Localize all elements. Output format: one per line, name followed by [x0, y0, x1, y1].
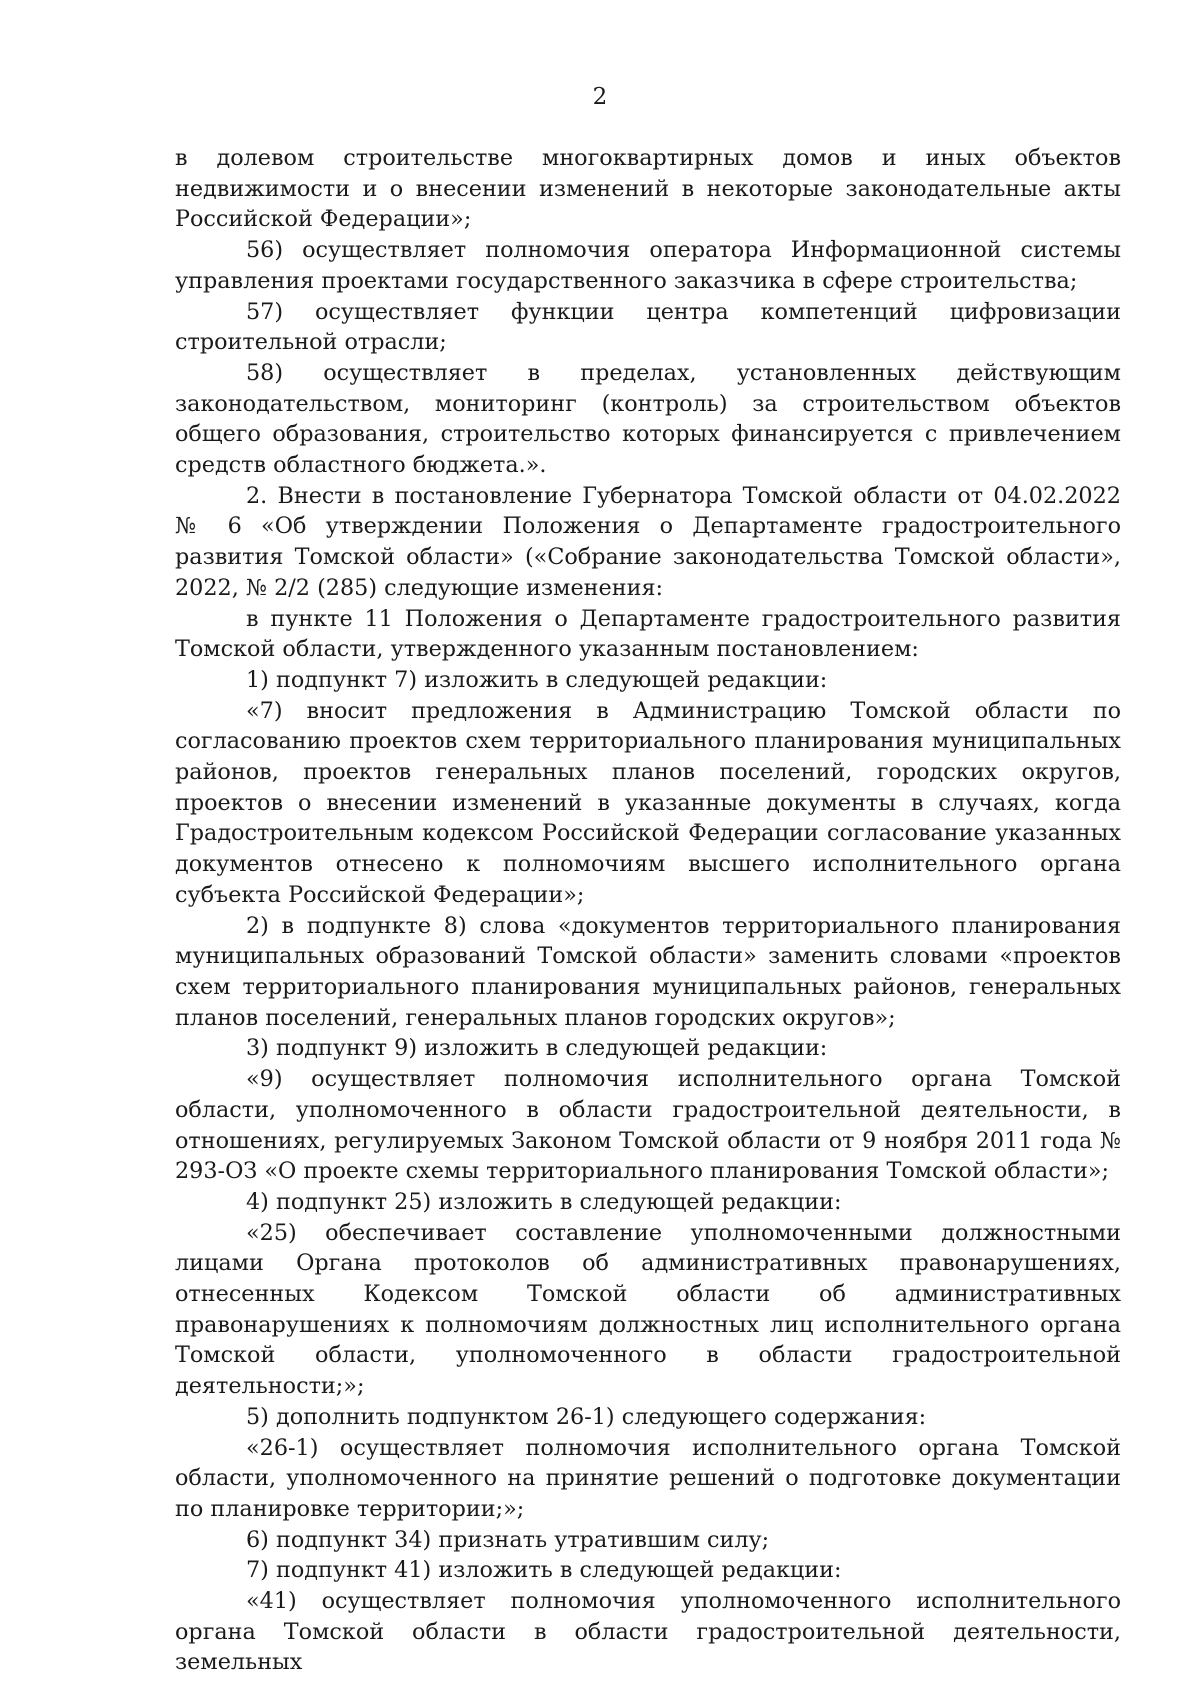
paragraph-sub-5: 5) дополнить подпунктом 26-1) следующего содержания: [246, 1403, 927, 1430]
paragraph-sub-2: 2) в подпункте 8) слова «документов территориального планирования муниципальных образований Томской области» заменить словами «проектов схем территориального планирования муниципальных районов, генеральных планов поселений, генеральных планов городских округов»; [175, 912, 1121, 1031]
paragraph-item-57: 57) осуществляет функции центра компетенций цифровизации строительной отрасли; [175, 298, 1121, 356]
paragraph-sub-3: 3) подпункт 9) изложить в следующей редакции: [246, 1035, 828, 1062]
paragraph-quote-7: «7) вносит предложения в Администрацию Томской области по согласованию проектов схем территориального планирования муниципальных районов, проектов генеральных планов поселений, городских округов, проектов о внесении изменений в указанные документы в случаях, когда Градостроительным кодексом Российской Федерации согласование указанных документов отнесено к полномочиям высшего исполнительного органа субъекта Российской Федерации»; [175, 697, 1121, 908]
paragraph-quote-25: «25) обеспечивает составление уполномоченными должностными лицами Органа протоколов об административных правонарушениях, отнесенных Кодексом Томской области об административных правонарушениях к полномочиям должностных лиц исполнительного органа Томской области, уполномоченного в области градостроительной деятельности;»; [175, 1219, 1121, 1400]
paragraph-sub-4: 4) подпункт 25) изложить в следующей редакции: [246, 1188, 842, 1215]
paragraph-item-56: 56) осуществляет полномочия оператора Информационной системы управления проектами государственного заказчика в сфере строительства; [175, 237, 1121, 294]
paragraph-continuation: в долевом строительстве многоквартирных домов и иных объектов недвижимости и о внесении изменений в некоторые законодательные акты Российской Федерации»; [175, 145, 1121, 233]
paragraph-quote-41: «41) осуществляет полномочия уполномоченного исполнительного органа Томской области в области градостроительной деятельности, земельных [175, 1588, 1121, 1676]
paragraph-sub-1: 1) подпункт 7) изложить в следующей редакции: [246, 666, 828, 693]
paragraph-point-11-intro: в пункте 11 Положения о Департаменте градостроительного развития Томской области, утвержденного указанным постановлением: [175, 605, 1121, 663]
page-number: 2 [592, 84, 608, 110]
paragraph-quote-26-1: «26-1) осуществляет полномочия исполнительного органа Томской области, уполномоченного на принятие решений о подготовке документации по планировке территории;»; [175, 1434, 1121, 1522]
paragraph-sub-6: 6) подпункт 34) признать утратившим силу; [246, 1526, 770, 1553]
paragraph-quote-9: «9) осуществляет полномочия исполнительного органа Томской области, уполномоченного в области градостроительной деятельности, в отношениях, регулируемых Законом Томской области от 9 ноября 2011 года № 293-ОЗ «О проекте схемы территориального планирования Томской области»; [175, 1066, 1121, 1185]
paragraph-item-58: 58) осуществляет в пределах, установленных действующим законодательством, мониторинг (контроль) за строительством объектов общего образования, строительство которых финансируется с привлечением средств областного бюджета.». [175, 359, 1121, 479]
paragraph-clause-2: 2. Внести в постановление Губернатора Томской области от 04.02.2022 № 6 «Об утверждении Положения о Департаменте градостроительного развития Томской области» («Собрание законодательства Томской области», 2022, № 2/2 (285) следующие изменения: [175, 482, 1121, 601]
paragraph-sub-7: 7) подпункт 41) изложить в следующей редакции: [246, 1557, 842, 1584]
document-body [175, 143, 1121, 1678]
